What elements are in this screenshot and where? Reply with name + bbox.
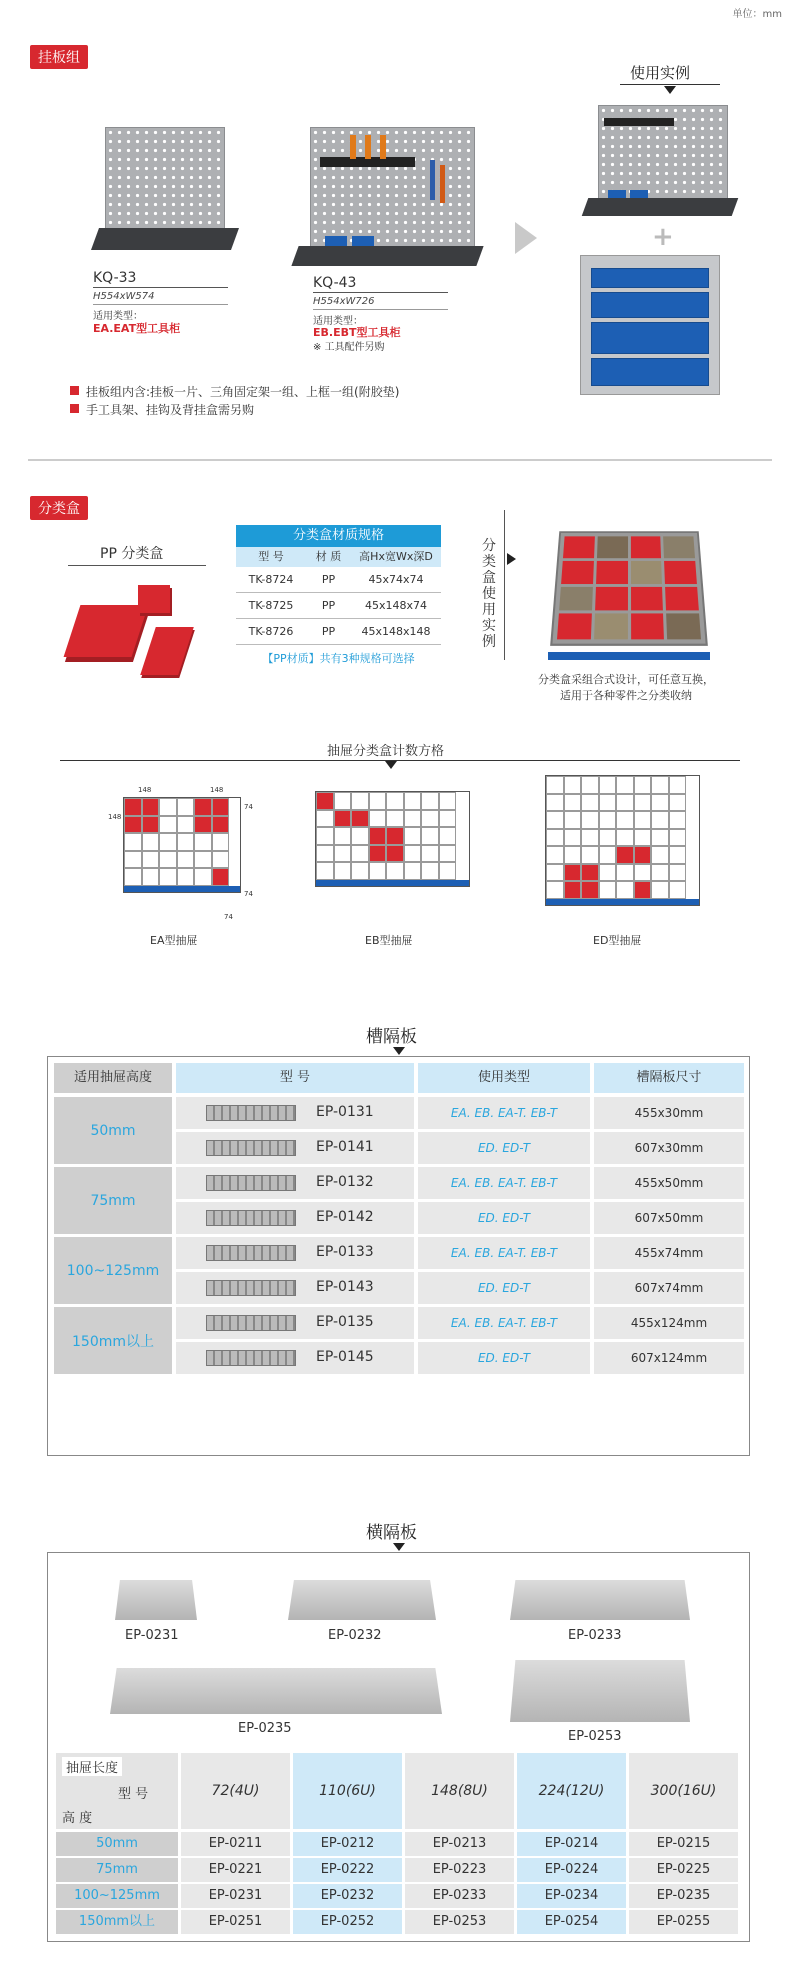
slot-model-cell bbox=[176, 1202, 414, 1234]
slot-size-cell: 455x124mm bbox=[594, 1307, 744, 1339]
cross-divider-table bbox=[56, 1753, 742, 1938]
plan-title: 抽屉分类盒计数方格 bbox=[327, 744, 445, 759]
ea-drawer-plan bbox=[123, 797, 241, 893]
slot-size-cell: 455x50mm bbox=[594, 1167, 744, 1199]
pp-bins-title: PP 分类盒 bbox=[100, 546, 164, 562]
slot-model-code: EP-0132 bbox=[316, 1174, 374, 1190]
section-tag-pegboard: 挂板组 bbox=[30, 45, 88, 69]
slot-model-cell bbox=[176, 1307, 414, 1339]
slot-size-cell: 607x50mm bbox=[594, 1202, 744, 1234]
cross-cell: EP-0251 bbox=[181, 1910, 290, 1934]
arrow-down-icon bbox=[393, 1543, 405, 1551]
slot-model-cell bbox=[176, 1272, 414, 1304]
part-ep0233-image bbox=[510, 1580, 690, 1620]
spec-table-title: 分类盒材质规格 bbox=[236, 525, 441, 547]
cross-cell: EP-0225 bbox=[629, 1858, 738, 1882]
spec-cell: 45x74x74 bbox=[368, 573, 424, 586]
slot-size-cell: 455x30mm bbox=[594, 1097, 744, 1129]
spec-cell: TK-8725 bbox=[248, 599, 294, 612]
spec-cell: PP bbox=[321, 625, 336, 638]
cross-col-header: 224(12U) bbox=[517, 1753, 626, 1829]
slot-model-cell bbox=[176, 1237, 414, 1269]
slot-size-cell: 455x74mm bbox=[594, 1237, 744, 1269]
slot-divider-part-image bbox=[206, 1175, 296, 1191]
slot-type-cell: EA. EB. EA-T. EB-T bbox=[418, 1097, 590, 1129]
eb-plan-label: EB型抽屉 bbox=[365, 934, 413, 947]
slot-size-cell: 607x74mm bbox=[594, 1272, 744, 1304]
kq33-size: H554xW574 bbox=[93, 291, 155, 302]
cross-cell: EP-0253 bbox=[405, 1910, 514, 1934]
part-ep0235-image bbox=[110, 1668, 442, 1714]
part-label-ep0231: EP-0231 bbox=[125, 1628, 179, 1643]
slot-header-type: 使用类型 bbox=[418, 1063, 590, 1093]
ed-drawer-plan bbox=[545, 775, 700, 906]
cross-col-header: 148(8U) bbox=[405, 1753, 514, 1829]
part-label-ep0233: EP-0233 bbox=[568, 1628, 622, 1643]
slot-model-code: EP-0135 bbox=[316, 1314, 374, 1330]
spec-cell: TK-8724 bbox=[248, 573, 294, 586]
slot-divider-part-image bbox=[206, 1245, 296, 1261]
cross-cell: EP-0223 bbox=[405, 1858, 514, 1882]
cross-row-height: 100~125mm bbox=[56, 1884, 178, 1908]
slot-type-cell: ED. ED-T bbox=[418, 1272, 590, 1304]
ea-dim-right-bottom: 74 bbox=[244, 890, 253, 898]
slot-type-cell: EA. EB. EA-T. EB-T bbox=[418, 1167, 590, 1199]
eb-drawer-plan bbox=[315, 791, 470, 887]
cross-cell: EP-0234 bbox=[517, 1884, 626, 1908]
slot-type-cell: ED. ED-T bbox=[418, 1342, 590, 1374]
kq43-note: ※ 工具配件另购 bbox=[313, 342, 385, 353]
cross-row-height: 50mm bbox=[56, 1832, 178, 1856]
arrow-right-icon bbox=[507, 553, 516, 565]
cross-cell: EP-0233 bbox=[405, 1884, 514, 1908]
cross-cell: EP-0222 bbox=[293, 1858, 402, 1882]
kq43-size: H554xW726 bbox=[313, 296, 375, 307]
slot-model-cell bbox=[176, 1097, 414, 1129]
cross-cell: EP-0221 bbox=[181, 1858, 290, 1882]
bins-caption-2: 适用于各种零件之分类收纳 bbox=[560, 689, 692, 702]
part-label-ep0235: EP-0235 bbox=[238, 1721, 292, 1736]
slot-divider-part-image bbox=[206, 1280, 296, 1296]
ea-dim-left: 148 bbox=[108, 813, 122, 821]
slot-type-cell: ED. ED-T bbox=[418, 1202, 590, 1234]
part-ep0253-image bbox=[510, 1660, 690, 1722]
slot-type-cell: ED. ED-T bbox=[418, 1132, 590, 1164]
slot-divider-part-image bbox=[206, 1140, 296, 1156]
slot-height-cell: 50mm bbox=[54, 1097, 172, 1164]
slot-model-code: EP-0131 bbox=[316, 1104, 374, 1120]
slot-divider-part-image bbox=[206, 1315, 296, 1331]
spec-cell: PP bbox=[321, 573, 336, 586]
usage-vertical-label: 分类盒使用实例 bbox=[482, 538, 496, 650]
ea-dim-top-right: 148 bbox=[210, 786, 224, 794]
cross-cell: EP-0231 bbox=[181, 1884, 290, 1908]
slot-header-height: 适用抽屉高度 bbox=[54, 1063, 172, 1093]
slot-header-size: 槽隔板尺寸 bbox=[594, 1063, 744, 1093]
ea-dim-bottom: 74 bbox=[224, 913, 233, 921]
corner-drawer-length: 抽屉长度 bbox=[62, 1757, 122, 1776]
spec-cell: 45x148x74 bbox=[364, 599, 427, 612]
spec-header-model: 型 号 bbox=[258, 550, 284, 563]
usage-title: 使用实例 bbox=[630, 64, 691, 82]
bullet-2: 手工具架、挂钩及背挂盒需另购 bbox=[70, 401, 254, 418]
slot-model-cell bbox=[176, 1132, 414, 1164]
bins-caption-1: 分类盒采组合式设计，可任意互换， bbox=[538, 673, 714, 686]
tool-cabinet-image bbox=[580, 255, 720, 395]
ea-dim-right-top: 74 bbox=[244, 803, 253, 811]
slot-size-cell: 607x30mm bbox=[594, 1132, 744, 1164]
slot-model-code: EP-0141 bbox=[316, 1139, 374, 1155]
cross-cell: EP-0232 bbox=[293, 1884, 402, 1908]
kq43-type-value: EB.EBT型工具柜 bbox=[313, 326, 401, 339]
spec-note: 【PP材质】共有3种规格可选择 bbox=[262, 652, 415, 665]
cross-cell: EP-0235 bbox=[629, 1884, 738, 1908]
slot-height-cell: 75mm bbox=[54, 1167, 172, 1234]
plus-icon: + bbox=[652, 222, 674, 252]
ed-plan-label: ED型抽屉 bbox=[593, 934, 642, 947]
slot-model-code: EP-0145 bbox=[316, 1349, 374, 1365]
slot-divider-title: 槽隔板 bbox=[366, 1027, 417, 1047]
slot-model-cell bbox=[176, 1342, 414, 1374]
section-tag-bins: 分类盒 bbox=[30, 496, 88, 520]
part-ep0232-image bbox=[288, 1580, 436, 1620]
part-ep0231-image bbox=[115, 1580, 197, 1620]
slot-divider-part-image bbox=[206, 1350, 296, 1366]
cross-cell: EP-0211 bbox=[181, 1832, 290, 1856]
corner-model: 型 号 bbox=[118, 1787, 149, 1802]
slot-type-cell: EA. EB. EA-T. EB-T bbox=[418, 1307, 590, 1339]
slot-model-code: EP-0142 bbox=[316, 1209, 374, 1225]
cross-cell: EP-0254 bbox=[517, 1910, 626, 1934]
slot-height-cell: 150mm以上 bbox=[54, 1307, 172, 1374]
kq33-model: KQ-33 bbox=[93, 270, 137, 286]
slot-size-cell: 607x124mm bbox=[594, 1342, 744, 1374]
part-label-ep0253: EP-0253 bbox=[568, 1729, 622, 1744]
spec-table bbox=[236, 525, 441, 666]
slot-header-model: 型 号 bbox=[176, 1063, 414, 1093]
cross-cell: EP-0214 bbox=[517, 1832, 626, 1856]
slot-height-cell: 100~125mm bbox=[54, 1237, 172, 1304]
cross-col-header: 72(4U) bbox=[181, 1753, 290, 1829]
ea-dim-top-left: 148 bbox=[138, 786, 152, 794]
kq33-type-value: EA.EAT型工具柜 bbox=[93, 322, 181, 335]
cross-col-header: 110(6U) bbox=[293, 1753, 402, 1829]
kq43-type-label: 适用类型： bbox=[313, 316, 363, 327]
slot-model-code: EP-0133 bbox=[316, 1244, 374, 1260]
drawer-bins-image bbox=[550, 531, 708, 646]
spec-header-size: 高Hx宽Wx深D bbox=[359, 550, 433, 563]
ea-plan-label: EA型抽屉 bbox=[150, 934, 198, 947]
slot-type-cell: EA. EB. EA-T. EB-T bbox=[418, 1237, 590, 1269]
cross-divider-title: 横隔板 bbox=[366, 1523, 417, 1543]
part-label-ep0232: EP-0232 bbox=[328, 1628, 382, 1643]
spec-cell: TK-8726 bbox=[248, 625, 294, 638]
kq33-type-label: 适用类型： bbox=[93, 311, 143, 322]
cross-cell: EP-0212 bbox=[293, 1832, 402, 1856]
slot-model-code: EP-0143 bbox=[316, 1279, 374, 1295]
spec-header-material: 材 质 bbox=[315, 550, 342, 563]
spec-cell: 45x148x148 bbox=[361, 625, 431, 638]
arrow-down-icon bbox=[385, 761, 397, 769]
slot-divider-table bbox=[47, 1056, 750, 1456]
slot-model-cell bbox=[176, 1167, 414, 1199]
kq43-model: KQ-43 bbox=[313, 275, 357, 291]
cross-cell: EP-0255 bbox=[629, 1910, 738, 1934]
corner-height: 高 度 bbox=[62, 1811, 93, 1826]
arrow-down-icon bbox=[393, 1047, 405, 1055]
slot-divider-part-image bbox=[206, 1210, 296, 1226]
cross-cell: EP-0213 bbox=[405, 1832, 514, 1856]
cross-cell: EP-0252 bbox=[293, 1910, 402, 1934]
cross-col-header: 300(16U) bbox=[629, 1753, 738, 1829]
cross-cell: EP-0224 bbox=[517, 1858, 626, 1882]
cross-row-height: 75mm bbox=[56, 1858, 178, 1882]
cross-cell: EP-0215 bbox=[629, 1832, 738, 1856]
spec-cell: PP bbox=[321, 599, 336, 612]
bullet-1: 挂板组内含:挂板一片、三角固定架一组、上框一组(附胶垫) bbox=[70, 383, 399, 400]
cross-row-height: 150mm以上 bbox=[56, 1910, 178, 1934]
unit-label: 单位：mm bbox=[732, 9, 782, 20]
slot-divider-part-image bbox=[206, 1105, 296, 1121]
